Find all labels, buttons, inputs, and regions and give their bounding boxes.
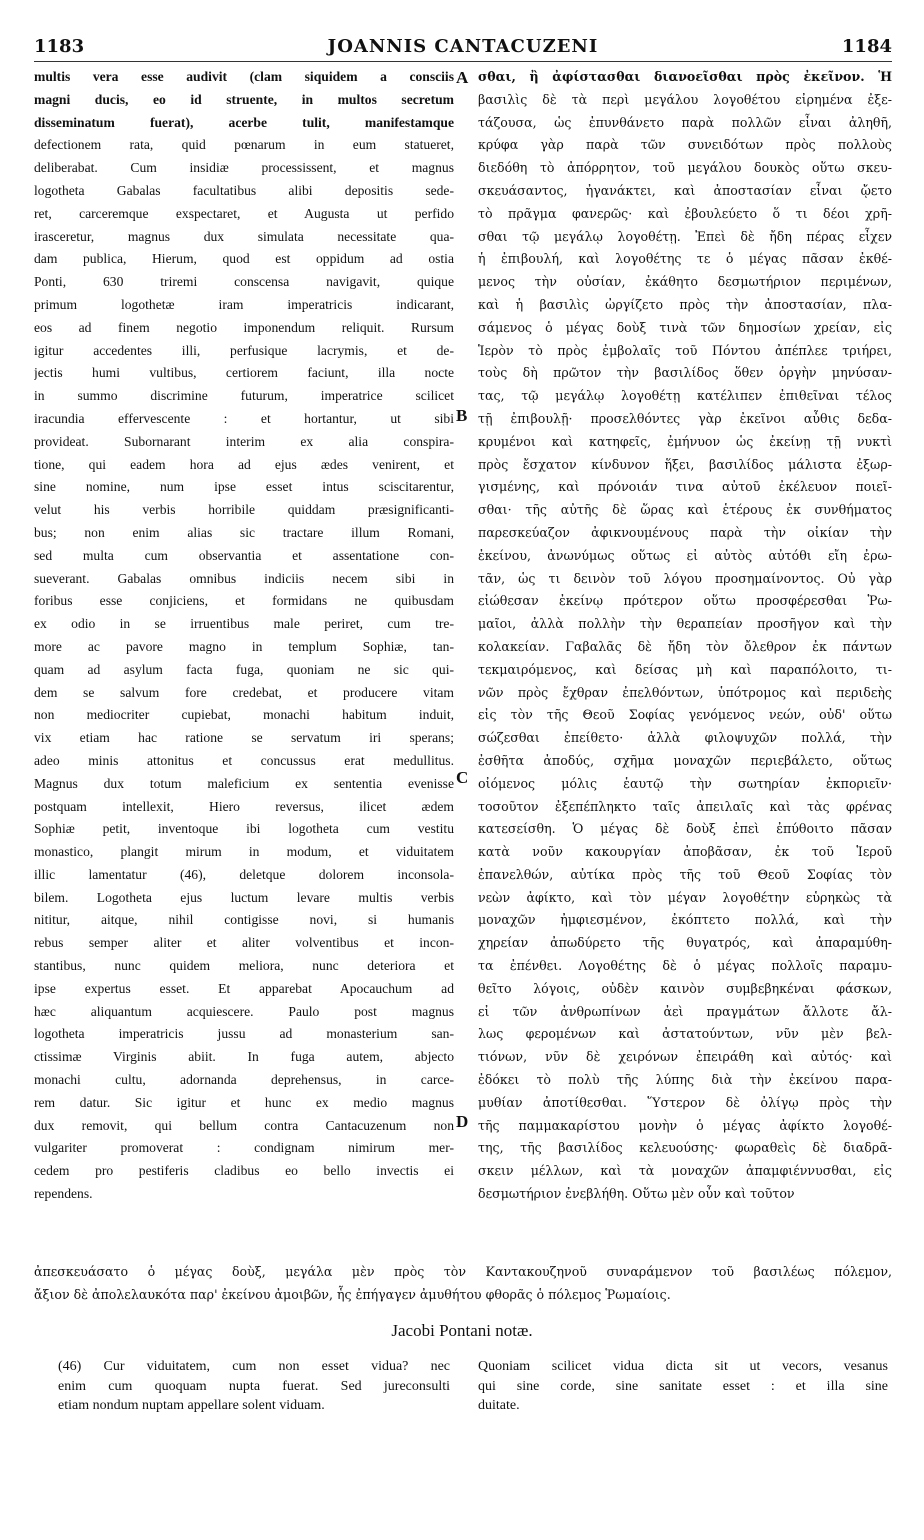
note-line: duitate.: [478, 1398, 520, 1413]
greek-text-line: κολακείαν. Γαβαλᾶς δὲ ἤδη τὸν ὄλεθρον ἐκ πάντων: [478, 638, 892, 654]
notes-left-column: [58, 1357, 450, 1416]
greek-text-line: μαῖοι, ἀλλὰ πολλὴν τὴν θεραπείαν προσῆγον καὶ τὴν: [478, 616, 892, 632]
latin-text-line: rem datur. Sic igitur et hunc ex medio magnus: [34, 1094, 454, 1110]
margin-letter-c: C: [456, 768, 469, 787]
greek-text-line: εἰς τὸν τῆς Θεοῦ Σοφίας γενόμενος νεών, οὐδ' οὕτω: [478, 707, 892, 723]
latin-text-line: quam ad asylum facta fuga, quoniam ne sic qui-: [34, 661, 454, 677]
greek-text-line: βασιλὶς δὲ τὰ περὶ μεγάλου λογοθέτου εἰρημένα ἐξε-: [478, 91, 892, 107]
latin-text-line: stantibus, nunc quidem meliora, nunc deteriora et: [34, 958, 454, 974]
latin-text-line: logotheta imperatricis jussu ad monasterium san-: [34, 1026, 454, 1042]
latin-text-line: ex odio in se irruentibus male periret, cum tre-: [34, 616, 454, 632]
greek-text-line: τιόνων, νῦν δὲ χειρόνων ἐπειράθη καὶ αὐτός· καὶ: [478, 1049, 892, 1065]
margin-letter-a: A: [456, 68, 469, 87]
latin-text-line: iracundia effervescente : et hortantur, ut sibi: [34, 410, 454, 426]
latin-text-line: multis vera esse audivit (clam siquidem a consciis: [34, 69, 454, 84]
latin-text-line: irasceretur, magnus dux simulata necessitate qua-: [34, 228, 454, 244]
latin-text-line: monastico, plangit mirum in modum, et viduitatem: [34, 844, 454, 860]
latin-text-line: Sophiæ petit, inventoque ibi logotheta cum vestitu: [34, 821, 454, 837]
note-line: qui sine corde, sine sanitate esset : et illa sine: [478, 1378, 888, 1394]
greek-text-line: ἐκείνου, ἀνωνύμως οὕτως εἰ αὐτὸς αὐτόθι εἴη ἐρω-: [478, 547, 892, 563]
greek-text-line: πρὸς ἔσχατον κίνδυνον ἥξει, βασιλίδος μάλιστα ἐξωρ-: [478, 456, 892, 472]
latin-text-line: postquam intellexit, Hiero reversus, ilicet ædem: [34, 798, 454, 814]
latin-text-line: rependens.: [34, 1186, 93, 1202]
latin-text-line: dam publica, Hierum, quod est oppidum ad ostia: [34, 251, 454, 267]
greek-text-line: μυθίαν ἀποτίθεσθαι. Ὕστερον δὲ ὀλίγῳ πρὸς τὴν: [478, 1094, 892, 1110]
greek-text-line: σκευάσαντος, ἠγανάκτει, καὶ ἀποστασίαν εἶναι ᾤετο: [478, 182, 892, 198]
latin-text-line: sueverant. Gabalas omnibus indiciis necem sibi in: [34, 570, 454, 586]
latin-text-line: ctissimæ Virginis abiit. In fuga autem, abjecto: [34, 1049, 454, 1065]
latin-text-line: bilem. Logotheta ejus luctum levare multis verbis: [34, 889, 454, 905]
latin-text-line: foribus esse conjiciens, et formidans ne quibusdam: [34, 593, 454, 609]
latin-text-line: eos ad finem negotio imponendum reliquit. Rursum: [34, 319, 454, 335]
greek-text-line: τοσοῦτον ἐξεπέπληκτο ταῖς ἀπειλαῖς καὶ τὰς φρένας: [478, 798, 892, 814]
margin-letter-d: D: [456, 1112, 469, 1131]
header-rule: [34, 61, 892, 62]
latin-text-line: magni ducis, eo id struente, in multos secretum: [34, 91, 454, 107]
latin-text-line: igitur accedentes illi, perfusique lacrymis, et de-: [34, 342, 454, 358]
note-line: (46) Cur viduitatem, cum non esset vidua? nec: [58, 1359, 450, 1374]
latin-text-line: rebus semper aliter et aliter volventibus et incon-: [34, 935, 454, 951]
greek-text-line: σάμενος ὁ μέγας δοὺξ τινὰ τῶν δημοσίων χρείαν, εἰς: [478, 319, 892, 335]
greek-text-line: διεδόθη τὸ ἀπόρρητον, τοῦ μεγάλου δουκὸς οὕτω σκευ-: [478, 160, 892, 176]
left-page-number: 1183: [34, 36, 85, 57]
greek-text-line: της, τῆς βασιλίδος κελευούσης· φωραθεὶς δὲ διαδρᾶ-: [478, 1140, 892, 1156]
latin-text-line: vulgariter promoverat : condignam nimirum mer-: [34, 1140, 454, 1156]
latin-text-line: sed multa cum observantia et assentatione con-: [34, 547, 454, 563]
greek-text-line: νεὼν ἀφίκτο, καὶ τὸν μέγαν λογοθέτην εὑρηκὼς τὰ: [478, 889, 892, 905]
greek-text-line: τῆς παμμακαρίστου μονὴν ὁ μέγας ἀφίκτο λογοθέ-: [478, 1117, 892, 1133]
greek-text-line: εἰώθεσαν ἐκείνῳ πρότερον οὕτω προσφέρεσθαι Ῥω-: [478, 593, 892, 609]
latin-text-line: defectionem rata, quid pœnarum in eum statueret,: [34, 137, 454, 153]
greek-text-line: τα ἐπένθει. Λογοθέτης δὲ ὁ μέγας πολλοῖς παραμυ-: [478, 958, 892, 974]
greek-text-line: σθαι, ἢ ἀφίστασθαι διανοεῖσθαι πρὸς ἐκεῖνον. Ἡ: [478, 69, 892, 84]
greek-full-line: ἄξιον δὲ ἀπολελαυκότα παρ' ἐκείνου ἀμοιβῶν, ἧς ἐπήγαγεν ἀμυθήτου φθορᾶς ὁ πόλεμος Ῥωμαίοις.: [34, 1287, 671, 1302]
latin-text-line: primum logothetæ iram imperatricis indicarant,: [34, 296, 454, 312]
greek-text-line: τοὺς δὴ πρῶτον τὴν βασιλίδος ὅθεν ὀργὴν μηνύσαν-: [478, 365, 892, 381]
latin-text-line: cedem pro pestiferis cladibus eo bello invectis ei: [34, 1163, 454, 1179]
greek-text-line: σώζεσθαι ἐπείθετο· ἀλλὰ φιλοψυχῶν πολλά, τὴν: [478, 730, 892, 746]
note-line: etiam nondum nuptam appellare solent viduam.: [58, 1398, 325, 1413]
latin-text-line: provideat. Subornarant interim ex alia conspira-: [34, 433, 454, 449]
greek-text-line: γισμένης, καὶ πρόνοιάν τινα αὐτοῦ ἐκέλευον ποιεῖ-: [478, 479, 892, 495]
latin-text-line: sine nomine, num ipse esset intus sciscitarentur,: [34, 479, 454, 495]
greek-text-line: παρεσκεύαζον ἀφικνουμένους παρὰ τὴν οἰκίαν τὴν: [478, 524, 892, 540]
greek-text-line: τῇ ἐπιβουλῇ· προσελθόντες γὰρ ἐκεῖνοι αὖθις δεδα-: [478, 410, 892, 426]
latin-text-line: non mediocriter cupiebat, monachi habitum induit,: [34, 707, 454, 723]
greek-full-width-text: [34, 1260, 892, 1306]
latin-text-line: logotheta Gabalas facultatibus alibi depositis sede-: [34, 182, 454, 198]
greek-text-line: τὸ πρᾶγμα φανερῶς· καὶ ἐβουλεύετο ὅ τι δέοι χρῆ-: [478, 205, 892, 221]
greek-text-line: Ἱερὸν τὸ πρὸς ἐμβολαῖς τοῦ Πόντου ἀπέπλεε τριήρει,: [478, 342, 892, 358]
latin-text-line: Ponti, 630 triremi conscensa navigavit, quique: [34, 274, 454, 290]
greek-text-line: κρύφα γὰρ παρὰ τῶν συνειδότων πρὸς πολλοὺς: [478, 137, 892, 153]
latin-text-line: monachi cultu, adornanda deprehensus, in carce-: [34, 1072, 454, 1088]
greek-text-line: ἐδόκει τὸ πολὺ τῆς λύπης διὰ τὴν ἐκείνου παρα-: [478, 1072, 892, 1088]
greek-text-line: τας, τῷ μεγάλῳ λογοθέτῃ κατέλιπεν ἐπιθεῖναι τέλος: [478, 388, 892, 404]
right-page-number: 1184: [841, 36, 892, 57]
greek-text-line: ἐπανελθών, αὐτίκα πρὸς τῆς τοῦ Θεοῦ Σοφίας τὸν: [478, 866, 892, 882]
greek-full-line: ἀπεσκευάσατο ὁ μέγας δοὺξ, μεγάλα μὲν πρὸς τὸν Καντακουζηνοῦ συναράμενον τοῦ βασιλέως πόλεμον,: [34, 1264, 892, 1279]
latin-text-line: ipse expertus esset. Et apparebat Apocauchum ad: [34, 980, 454, 996]
latin-text-line: deliberabat. Cum insidiæ processissent, et magnus: [34, 160, 454, 176]
greek-text-line: τεκμαιρόμενος, καὶ δείσας μὴ καὶ παραπόλοιτο, τι-: [478, 661, 892, 677]
latin-text-line: dem se salvum fore credebat, et producere vitam: [34, 684, 454, 700]
greek-column: [478, 66, 892, 1206]
greek-text-line: κρυμένοι καὶ κατηφεῖς, ἐμήνυον ὡς ἐκείνῃ τῇ νυκτὶ: [478, 433, 892, 449]
latin-text-line: more ac pavore magno in templum Sophiæ, tan-: [34, 638, 454, 654]
notes-title: Jacobi Pontani notæ.: [391, 1321, 533, 1340]
greek-text-line: σθαι τῷ μεγάλῳ λογοθέτῃ. Ἐπεὶ δὲ ἤδη πέρας εἶχεν: [478, 228, 892, 244]
notes-right-column: [478, 1357, 888, 1416]
latin-text-line: jectis humi vultibus, certiorem faciunt, illa nocte: [34, 365, 454, 381]
latin-text-line: velut his verbis horribile quiddam præsignificanti-: [34, 502, 454, 518]
latin-text-line: nititur, aitque, nihil contigisse novi, si humanis: [34, 912, 454, 928]
greek-text-line: λως φερομένων καὶ ἀστατούντων, νῦν μὲν βελ-: [478, 1026, 892, 1042]
greek-text-line: νῶν πρὸς ἔχθραν ἐπελθόντων, ὑπότρομος καὶ περιδεὴς: [478, 684, 892, 700]
greek-text-line: οἰόμενος μόλις ἑαυτῷ τὴν σωτηρίαν ἐκποριεῖν·: [478, 775, 892, 791]
greek-text-line: σθαι· τῆς αὐτῆς δὲ ὥρας καὶ ἑτέρους ἐκ συνθήματος: [478, 502, 892, 518]
latin-text-line: vix etiam hac ratione se servatum iri sperans;: [34, 730, 454, 746]
note-line: Quoniam scilicet vidua dicta sit ut vecors, vesanus: [478, 1359, 888, 1374]
greek-text-line: κατεσείσθη. Ὁ μέγας δὲ δοὺξ ἐπεὶ ἐπύθοιτο πᾶσαν: [478, 821, 892, 837]
greek-text-line: ἐσθῆτα ἀποδύς, σχῆμα μοναχῶν περιεβάλετο, οὕτως: [478, 752, 892, 768]
latin-text-line: in summo discrimine futurum, imperatrice scilicet: [34, 388, 454, 404]
greek-text-line: δεσμωτήριον ἐνεβλήθη. Οὕτω μὲν οὖν καὶ τοῦτον: [478, 1186, 795, 1202]
greek-text-line: χηρείαν ἀπωδύρετο τῆς θυγατρός, καὶ ἀπαραμύθη-: [478, 935, 892, 951]
greek-text-line: τάζουσα, ὡς ἐπυνθάνετο παρὰ πολλῶν εἶναι ἀληθῆ,: [478, 114, 892, 130]
note-line: enim cum quoquam nupta fuerat. Sed jureconsulti: [58, 1378, 450, 1394]
running-title: JOANNIS CANTACUZENI: [327, 36, 599, 57]
greek-text-line: θεῖτο λόγοις, οὐδὲν καινὸν συμβεβηκέναι φάσκων,: [478, 980, 892, 996]
greek-text-line: καὶ ἡ βασιλὶς ὠργίζετο πρὸς τὴν ἀποστασίαν, πλα-: [478, 296, 892, 312]
margin-letter-b: B: [456, 406, 468, 425]
greek-text-line: ἡ ἐπιβουλή, καὶ λογοθέτης τε ὁ μέγας πᾶσαν ἐκθέ-: [478, 251, 892, 267]
latin-text-line: tione, qui eadem hora ad ejus ædes venirent, et: [34, 456, 454, 472]
latin-text-line: ret, carceremque exspectaret, et Augusta ut perfido: [34, 205, 454, 221]
greek-text-line: τᾶν, ὡς τι δεινὸν τοῦ λόγου προσημαίνοντος. Οὐ γὰρ: [478, 570, 892, 586]
latin-text-line: adeo minis attonitus et concussus erat medullitus.: [34, 752, 454, 768]
latin-text-line: bus; non enim alias sic tractare illum Romani,: [34, 524, 454, 540]
latin-text-line: illic lamentatur (46), deletque dolorem inconsola-: [34, 866, 454, 882]
greek-text-line: μενος τὴν οὐσίαν, ἐκάθητο δεσμωτήριον περιμένων,: [478, 274, 892, 290]
greek-text-line: εἰ τῶν ἀνθρωπίνων ἀεὶ πραγμάτων ἄλλοτε ἄλ-: [478, 1003, 892, 1019]
latin-text-line: hæc aliquantum acquiescere. Paulo post magnus: [34, 1003, 454, 1019]
latin-column: [34, 66, 454, 1206]
greek-text-line: κατὰ νοῦν κακουργίαν ἀποβᾶσαν, ἐκ τοῦ Ἱεροῦ: [478, 844, 892, 860]
latin-text-line: Magnus dux totum maleficium ex sententia evenisse: [34, 775, 454, 791]
greek-text-line: σκειν μέλλων, καὶ τὰ μοναχῶν ἀπαμφιέννυσθαι, εἰς: [478, 1163, 892, 1179]
latin-text-line: disseminatum fuerat), acerbe tulit, manifestamque: [34, 114, 454, 130]
greek-text-line: μοναχῶν ἠμφιεσμένον, ἐκόπτετο πολλά, καὶ τὴν: [478, 912, 892, 928]
latin-text-line: dux removit, qui bellum contra Cantacuzenum non: [34, 1117, 454, 1133]
